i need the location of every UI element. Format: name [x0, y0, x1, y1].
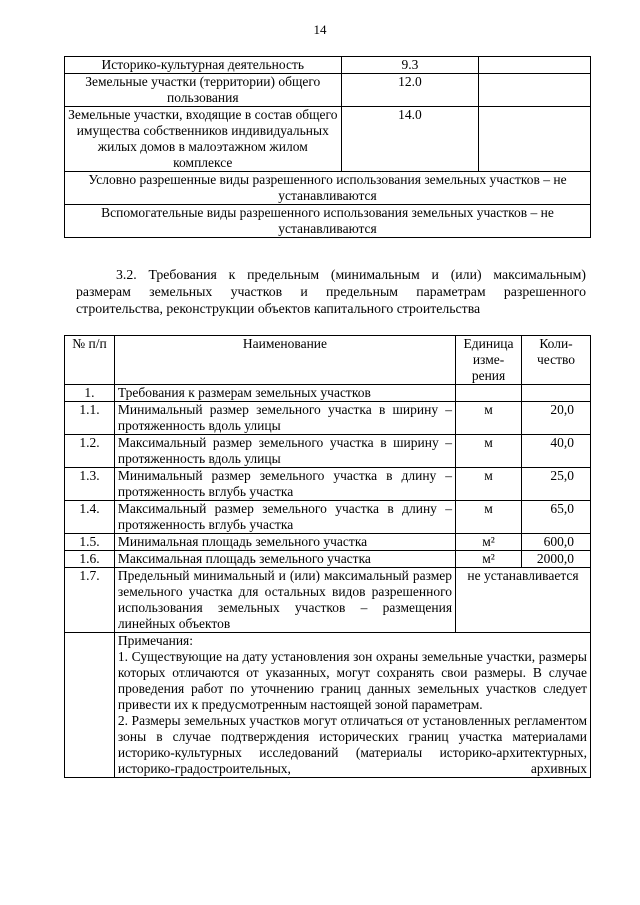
row-num: 1.3.: [65, 468, 115, 501]
note-1: 1. Существующие на дату установления зон охраны земельные участки, размеры которых отличаются от указанных, могут сохранять свои размеры. В случае проведения работ по уточнению границ данных земельных участков следует привести их к предусмотренным настоящей зоной параметрам.: [117, 649, 587, 712]
row-num: 1.6.: [65, 551, 115, 568]
table-row: [65, 205, 591, 238]
table-row: [65, 74, 591, 107]
header-name: Наименование: [114, 336, 455, 385]
row-unit: м: [456, 402, 522, 435]
row-name: Максимальный размер земельного участка в длину – протяженность вглубь участка: [114, 501, 455, 534]
row-value: 25,0: [522, 468, 591, 501]
table-row: [65, 534, 591, 551]
use-code: 14.0: [341, 107, 479, 172]
header-qty: Коли-чество: [522, 336, 591, 385]
group-row: [65, 385, 591, 402]
row-num: 1.1.: [65, 402, 115, 435]
use-name: Историко-культурная деятельность: [65, 57, 342, 74]
table-row: [65, 172, 591, 205]
table-row: [65, 402, 591, 435]
empty-cell: [479, 57, 591, 74]
row-name: Максимальный размер земельного участка в ширину – протяженность вдоль улицы: [114, 435, 455, 468]
notes-cell: [114, 633, 590, 778]
table-row: [65, 568, 591, 633]
page-number: 14: [313, 22, 327, 37]
section-heading: [76, 266, 586, 317]
header-unit: Единица изме-рения: [456, 336, 522, 385]
use-name: Земельные участки, входящие в состав общего имущества собственников индивидуальных жилых домов в малоэтажном жилом комплексе: [65, 107, 342, 172]
use-code: 12.0: [341, 74, 479, 107]
table-row: [65, 435, 591, 468]
empty-cell: [479, 107, 591, 172]
header-num: № п/п: [65, 336, 115, 385]
row-value: 20,0: [522, 402, 591, 435]
land-use-table: [64, 56, 591, 238]
table-row: [65, 107, 591, 172]
table-row: [65, 57, 591, 74]
row-name: Максимальная площадь земельного участка: [114, 551, 455, 568]
use-name: Земельные участки (территории) общего пользования: [65, 74, 342, 107]
row-num: 1.2.: [65, 435, 115, 468]
empty-cell: [456, 385, 522, 402]
note-2: 2. Размеры земельных участков могут отличаться от установленных регламентом зоны в случае подтверждения исторических границ участка материалами историко-культурных исследований (материалы историко-архитектурных, историко-градостроительных, архивных: [117, 713, 587, 776]
row-num: 1.7.: [65, 568, 115, 633]
row-unit: м: [456, 468, 522, 501]
row-num: 1.5.: [65, 534, 115, 551]
row-name: Предельный минимальный и (или) максимальный размер земельного участка для остальных видов разрешенного использования земельных участков – размещения линейных объектов: [114, 568, 455, 633]
row-num: 1.: [65, 385, 115, 402]
empty-cell: [479, 74, 591, 107]
parameters-table: [64, 335, 591, 778]
row-name: Минимальный размер земельного участка в длину – протяженность вглубь участка: [114, 468, 455, 501]
row-unit: м²: [456, 534, 522, 551]
table-row: [65, 501, 591, 534]
row-num: 1.4.: [65, 501, 115, 534]
row-value: 40,0: [522, 435, 591, 468]
section-heading-text: 3.2. Требования к предельным (минимальным и (или) максимальным) размерам земельных участков и предельным параметрам разрешенного строительства, реконструкции объектов капитального строительства: [76, 267, 586, 316]
conditional-uses-row: Условно разрешенные виды разрешенного использования земельных участков – не устанавливаются: [65, 172, 591, 205]
row-unit: м²: [456, 551, 522, 568]
row-name: Минимальный размер земельного участка в ширину – протяженность вдоль улицы: [114, 402, 455, 435]
row-value: 600,0: [522, 534, 591, 551]
notes-title: Примечания:: [117, 633, 194, 648]
table-row: [65, 551, 591, 568]
row-unit: м: [456, 435, 522, 468]
row-name: Минимальная площадь земельного участка: [114, 534, 455, 551]
empty-cell: [522, 385, 591, 402]
table-header-row: [65, 336, 591, 385]
row-unit: м: [456, 501, 522, 534]
row-value: не устанавливается: [456, 568, 591, 633]
auxiliary-uses-row: Вспомогательные виды разрешенного использования земельных участков – не устанавливаются: [65, 205, 591, 238]
notes-row: [65, 633, 591, 778]
group-title: Требования к размерам земельных участков: [114, 385, 455, 402]
row-value: 2000,0: [522, 551, 591, 568]
use-code: 9.3: [341, 57, 479, 74]
table-row: [65, 468, 591, 501]
empty-cell: [65, 633, 115, 778]
row-value: 65,0: [522, 501, 591, 534]
